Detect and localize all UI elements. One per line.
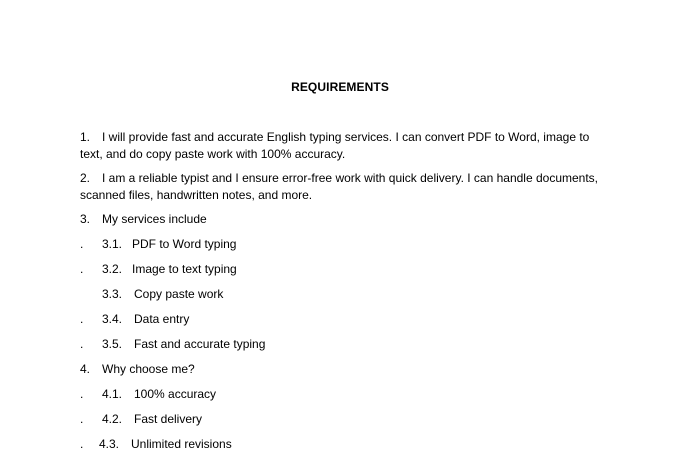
sub-item-4-3: [99, 436, 232, 453]
sub-item-number: 4.3.: [99, 437, 120, 451]
sub-item-number: 3.3.: [102, 287, 123, 301]
sub-item-3-3: [102, 286, 223, 303]
sub-item-4-2: [102, 411, 202, 428]
sub-item-text: Fast and accurate typing: [134, 337, 266, 351]
bullet-dot: .: [80, 437, 84, 451]
sub-item-number: 3.5.: [102, 337, 123, 351]
sub-item-text: Fast delivery: [134, 412, 203, 426]
list-item-text: I am a reliable typist and I ensure error-free work with quick delivery. I can handle documents, scanned files, handwritten notes, and more.: [80, 171, 599, 202]
sub-item-text: PDF to Word typing: [132, 237, 237, 251]
bullet-dot: .: [80, 262, 84, 276]
sub-item-text: 100% accuracy: [134, 387, 217, 401]
list-item-3: [80, 211, 207, 228]
list-item-text: I will provide fast and accurate English typing services. I can convert PDF to Word, image to text, and do copy paste work with 100% accuracy.: [80, 130, 590, 161]
list-item-number: 2.: [80, 171, 91, 185]
sub-item-text: Copy paste work: [134, 287, 224, 301]
bullet-dot: .: [80, 312, 84, 326]
sub-item-3-1: [102, 236, 236, 253]
sub-item-3-4: [102, 311, 189, 328]
list-item-number: 1.: [80, 130, 91, 144]
bullet-dot: .: [80, 337, 84, 351]
list-item-text: Why choose me?: [102, 362, 195, 376]
list-item-2: [80, 170, 600, 204]
list-item-number: 4.: [80, 362, 91, 376]
document-title: REQUIREMENTS: [291, 80, 389, 94]
list-item-text: My services include: [102, 212, 207, 226]
bullet-dot: .: [80, 387, 84, 401]
list-item-4: [80, 361, 195, 378]
sub-item-3-5: [102, 336, 265, 353]
sub-item-text: Data entry: [134, 312, 190, 326]
list-item-1: [80, 129, 600, 163]
sub-item-number: 4.2.: [102, 412, 123, 426]
sub-item-text: Unlimited revisions: [131, 437, 232, 451]
sub-item-number: 3.2.: [102, 262, 123, 276]
sub-item-text: Image to text typing: [132, 262, 237, 276]
list-item-number: 3.: [80, 212, 91, 226]
sub-item-3-2: [102, 261, 237, 278]
sub-item-number: 4.1.: [102, 387, 123, 401]
sub-item-number: 3.1.: [102, 237, 123, 251]
sub-item-number: 3.4.: [102, 312, 123, 326]
sub-item-4-1: [102, 386, 216, 403]
bullet-dot: .: [80, 412, 84, 426]
bullet-dot: .: [80, 237, 84, 251]
